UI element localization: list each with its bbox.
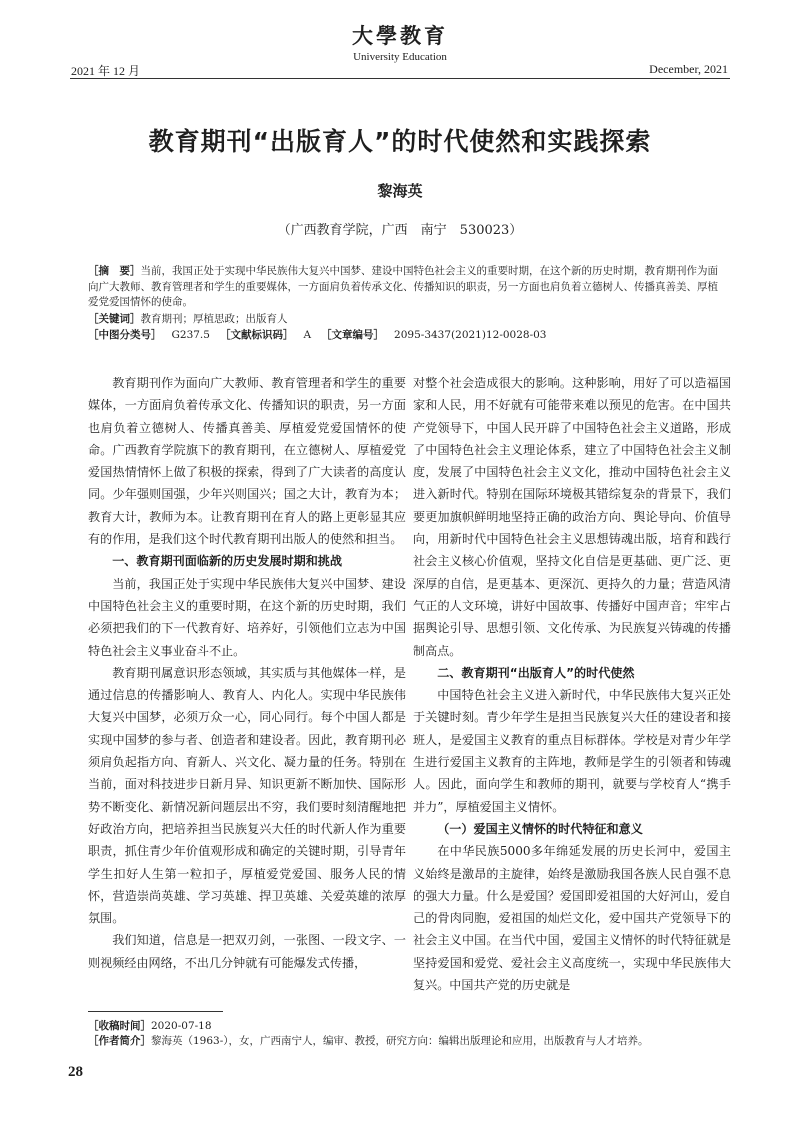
doc-code-value: A xyxy=(303,329,312,341)
keywords-text: 教育期刊；厚植思政；出版育人 xyxy=(140,313,288,325)
paragraph: 中国特色社会主义进入新时代，中华民族伟大复兴正处于关键时刻。青少年学生是担当民族复兴大任的建设者和接班人，是爱国主义教育的重点目标群体。学校是对青少年学生进行爱国主义教育的主阵地，教师是学生的引领者和铸魂人。因此，面向学生和教师的期刊，就要与学校育人“携手并力”，厚植爱国主义情怀。 xyxy=(413,688,731,814)
section-heading-2: 二、教育期刊“出版育人”的时代使然 xyxy=(437,665,635,680)
section-heading-1: 一、教育期刊面临新的历史发展时期和挑战 xyxy=(112,554,342,569)
article-number-value: 2095-3437(2021)12-0028-03 xyxy=(394,329,547,341)
paragraph: 对整个社会造成很大的影响。这种影响，用好了可以造福国家和人民，用不好就有可能带来难以预见的危害。在中国共产党领导下，中国人民开辟了中国特色社会主义道路，形成了中国特色社会主义理论体系，建立了中国特色社会主义制度，发展了中国特色社会主义文化，推动中国特色社会主义进入新时代。特别在国际环境极其错综复杂的背景下，我们要更加旗帜鲜明地坚持正确的政治方向、舆论导向、价值导向，用新时代中国特色社会主义思想铸魂出版，培育和践行社会主义核心价值观，坚持文化自信是更基础、更广泛、更深厚的自信，是更基本、更深沉、更持久的力量；营造风清气正的人文环境，讲好中国故事、传播好中国声音；牢牢占据舆论引导、思想引领、文化传承、为民族复兴铸魂的传播制高点。 xyxy=(413,376,731,658)
paragraph: 教育期刊属意识形态领域，其实质与其他媒体一样，是通过信息的传播影响人、教育人、内化人。实现中华民族伟大复兴中国梦，必须万众一心，同心同行。每个中国人都是实现中国梦的参与者、创造者和建设者。因此，教育期刊必须肩负起指方向、育新人、兴文化、凝力量的任务。特别在当前，面对科技进步日新月异、知识更新不断加快、国际形势不断变化、新情况新问题层出不穷，我们要时刻清醒地把好政治方向，把培养担当民族复兴大任的时代新人作为重要职责，抓住青少年价值观形成和确定的关键时期，引导青年学生扣好人生第一粒扣子，厚植爱党爱国、服务人民的情怀，营造崇尚英雄、学习英雄、捍卫英雄、关爱英雄的浓厚氛围。 xyxy=(88,665,406,926)
journal-logo: 大學教育 xyxy=(352,23,448,48)
author-bio-label: ［作者简介］ xyxy=(88,1035,151,1047)
journal-english-name: University Education xyxy=(353,51,447,63)
article-author: 黎海英 xyxy=(377,182,423,200)
keywords-label: ［关键词］ xyxy=(88,313,141,325)
clc-value: G237.5 xyxy=(171,329,210,341)
subsection-heading-1: （一）爱国主义情怀的时代特征和意义 xyxy=(437,821,643,836)
article-number-label: ［文章编号］ xyxy=(321,329,385,341)
issue-date-cn: 2021 年 12 月 xyxy=(71,64,141,78)
classification-line xyxy=(88,328,728,344)
footnote-rule xyxy=(88,1011,223,1012)
received-value: 2020-07-18 xyxy=(151,1020,212,1032)
paragraph: 我们知道，信息是一把双刃剑，一张图、一段文字、一则视频经由网络，不出几分钟就有可能爆发式传播， xyxy=(88,933,406,970)
doc-code-label: ［文献标识码］ xyxy=(219,329,294,341)
clc-label: ［中图分类号］ xyxy=(88,329,162,341)
page-number: 28 xyxy=(68,1064,83,1080)
abstract-label: ［摘 要］ xyxy=(88,265,141,277)
received-date xyxy=(88,1019,738,1034)
keywords xyxy=(88,312,728,328)
received-label: ［收稿时间］ xyxy=(88,1020,151,1032)
paragraph: 教育期刊作为面向广大教师、教育管理者和学生的重要媒体，一方面肩负着传承文化、传播知识的职责，另一方面也肩负着立德树人、传播真善美、厚植爱党爱国情怀的使命。广西教育学院旗下的教育期刊，在立德树人、厚植爱党爱国热情情怀上做了积极的探索，得到了广大读者的高度认同。少年强则国强，少年兴则国兴；国之大计，教育为本；教育大计，教师为本。让教育期刊在育人的路上更彰显其应有的作用，是我们这个时代教育期刊出版人的使然和担当。 xyxy=(88,376,406,547)
abstract-text: 当前，我国正处于实现中华民族伟大复兴中国梦、建设中国特色社会主义的重要时期，在这个新的历史时期，教育期刊作为面向广大教师、教育管理者和学生的重要媒体，一方面肩负着传承文化、传播知识的职责，另一方面也肩负着立德树人、传播真善美、厚植爱党爱国情怀的使命。 xyxy=(88,265,718,308)
abstract xyxy=(88,264,728,311)
body-column-left xyxy=(88,372,406,974)
author-affiliation: （广西教育学院，广西 南宁 530023） xyxy=(277,223,523,238)
author-bio xyxy=(88,1034,738,1049)
header-rule xyxy=(70,78,730,79)
article-title: 教育期刊“出版育人”的时代使然和实践探索 xyxy=(148,127,652,156)
paragraph: 当前，我国正处于实现中华民族伟大复兴中国梦、建设中国特色社会主义的重要时期，在这个新的历史时期，我们必须把我们的下一代教育好、培养好，引领他们立志为中国特色社会主义事业奋斗不止。 xyxy=(88,576,406,658)
paragraph: 在中华民族5000多年绵延发展的历史长河中，爱国主义始终是激昂的主旋律，始终是激励我国各族人民自强不息的强大力量。什么是爱国？爱国即爱祖国的大好河山，爱自己的骨肉同胞，爱祖国的灿烂文化，爱中国共产党领导下的社会主义中国。在当代中国，爱国主义情怀的时代特征就是坚持爱国和爱党、爱社会主义高度统一，实现中华民族伟大复兴。中国共产党的历史就是 xyxy=(413,844,731,993)
body-column-right xyxy=(413,372,731,996)
author-bio-text: 黎海英（1963-），女，广西南宁人，编审、教授，研究方向：编辑出版理论和应用，出版教育与人才培养。 xyxy=(151,1035,649,1047)
issue-date-en: December, 2021 xyxy=(649,62,728,76)
